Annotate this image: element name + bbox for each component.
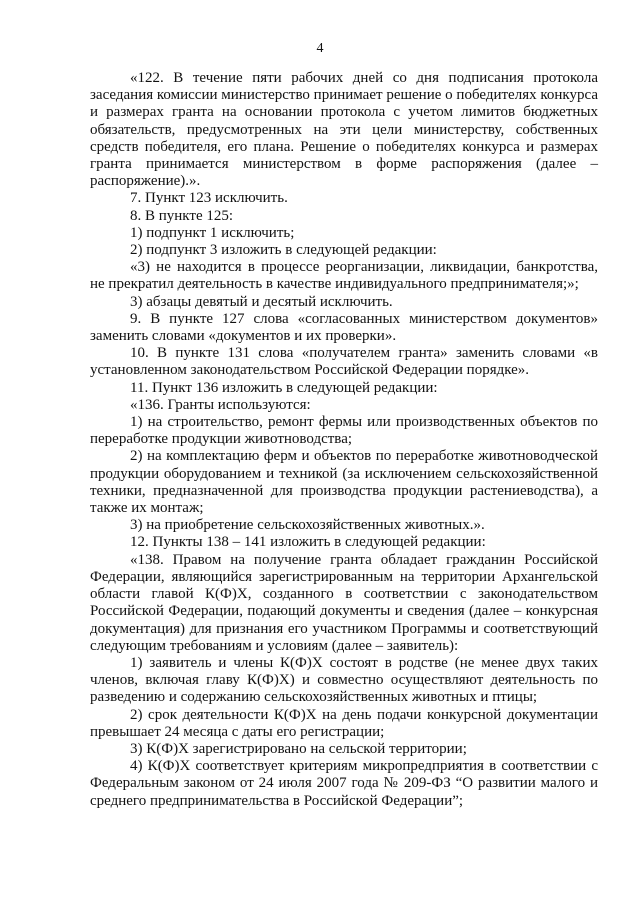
paragraph-136-2: 2) на комплектацию ферм и объектов по переработке животноводческой продукции оборудованием и техникой (за исключением сельскохозяйственной техники, предназначенной для производства продукции растениеводства), а также их монтаж;: [90, 448, 598, 517]
paragraph-item-8-2-text: «3) не находится в процессе реорганизации, ликвидации, банкротства, не прекратил деятельность в качестве индивидуального предпринимателя;»;: [90, 259, 598, 293]
paragraph-138-3: 3) К(Ф)Х зарегистрировано на сельской территории;: [130, 740, 467, 757]
paragraph-136: «136. Гранты используются:: [130, 396, 311, 413]
paragraph-136-1: 1) на строительство, ремонт фермы или производственных объектов по переработке продукции животноводства;: [90, 414, 598, 448]
paragraph-138-4: 4) К(Ф)Х соответствует критериям микропредприятия в соответствии с Федеральным законом от 24 июля 2007 года № 209-ФЗ “О развитии малого и среднего предпринимательства в Российской Федерации”;: [90, 758, 598, 809]
paragraph-138: «138. Правом на получение гранта обладает гражданин Российской Федерации, являющийся зарегистрированным на территории Архангельской области главой К(Ф)Х, созданного в соответствии с законодательством Российской Федерации, подающий документы и сведения (далее – конкурсная документация) для признания его участником Программы и соответствующий следующим требованиям и условиям (далее – заявитель):: [90, 551, 598, 654]
paragraph-item-12: 12. Пункты 138 – 141 изложить в следующей редакции:: [130, 534, 486, 551]
paragraph-136-3: 3) на приобретение сельскохозяйственных животных.».: [130, 517, 485, 534]
paragraph-item-8-3: 3) абзацы девятый и десятый исключить.: [130, 293, 393, 310]
paragraph-item-11: 11. Пункт 136 изложить в следующей редакции:: [130, 379, 438, 396]
paragraph-138-2: 2) срок деятельности К(Ф)Х на день подачи конкурсной документации превышает 24 месяца с даты его регистрации;: [90, 706, 598, 740]
paragraph-item-7: 7. Пункт 123 исключить.: [130, 190, 288, 207]
paragraph-item-8: 8. В пункте 125:: [130, 207, 234, 224]
paragraph-item-9: 9. В пункте 127 слова «согласованных министерством документов» заменить словами «документов и их проверки».: [90, 310, 598, 345]
document-body: [90, 70, 598, 810]
paragraph-item-8-2: 2) подпункт 3 изложить в следующей редакции:: [130, 242, 437, 259]
page-number: 4: [316, 41, 324, 56]
paragraph-122: «122. В течение пяти рабочих дней со дня подписания протокола заседания комиссии министерство принимает решение о победителях конкурса и размерах гранта на основании протокола с учетом лимитов бюджетных обязательств, предусмотренных на эти цели министерству, собственных средств победителя, его плана. Решение о победителях конкурса и размерах гранта принимается министерством в форме распоряжения (далее – распоряжение).».: [90, 70, 598, 190]
paragraph-item-8-1: 1) подпункт 1 исключить;: [130, 224, 295, 241]
paragraph-138-1: 1) заявитель и члены К(Ф)Х состоят в родстве (не менее двух таких членов, включая главу К(Ф)Х) и совместно осуществляют деятельность по разведению и содержанию сельскохозяйственных животных и птицы;: [90, 654, 598, 706]
paragraph-item-10: 10. В пункте 131 слова «получателем гранта» заменить словами «в установленном законодательством Российской Федерации порядке».: [90, 345, 598, 379]
